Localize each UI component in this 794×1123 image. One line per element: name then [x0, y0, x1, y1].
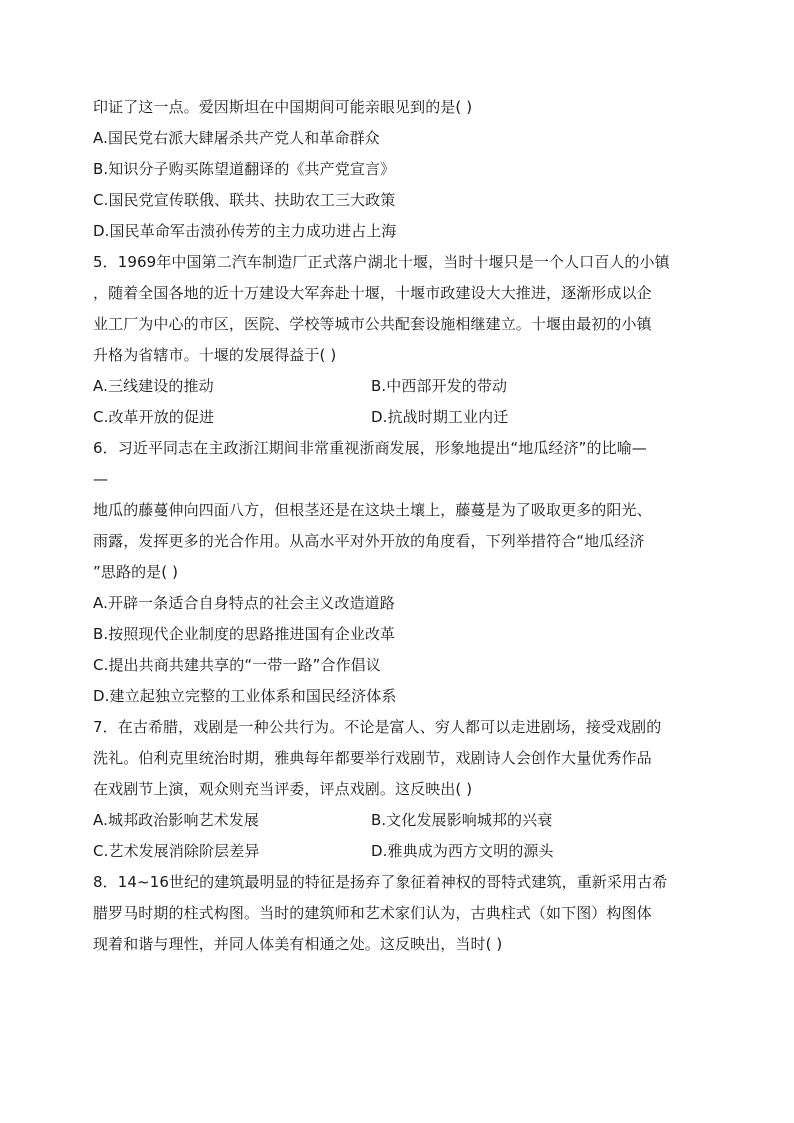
- option-b: B.中西部开发的带动: [371, 377, 508, 395]
- question-stem-line: 地瓜的藤蔓伸向四面八方，但根茎还是在这块土壤上，藤蔓是为了吸取更多的阳光、: [93, 501, 652, 519]
- question-stem-line: 腊罗马时期的柱式构图。当时的建筑师和艺术家们认为，古典柱式（如下图）构图体: [93, 904, 652, 922]
- question-stem-line: 雨露，发挥更多的光合作用。从高水平对外开放的角度看，下列举措符合“地瓜经济: [93, 532, 645, 550]
- question-stem-line: ，随着全国各地的近十万建设大军奔赴十堰，十堰市政建设大大推进，逐渐形成以企: [93, 284, 652, 302]
- question-stem-line: 5．1969年中国第二汽车制造厂正式落户湖北十堰，当时十堰只是一个人口百人的小镇: [93, 253, 670, 271]
- question-stem-line: 8．14~16世纪的建筑最明显的特征是扬弃了象征着神权的哥特式建筑，重新采用古希: [93, 873, 668, 891]
- question-stem-line: —: [93, 470, 109, 488]
- question-stem-line: 在戏剧节上演，观众则充当评委，评点戏剧。这反映出( ): [93, 780, 473, 798]
- option-a: A.开辟一条适合自身特点的社会主义改造道路: [93, 594, 395, 612]
- option-b: B.按照现代企业制度的思路推进国有企业改革: [93, 625, 396, 643]
- option-row: [93, 805, 702, 836]
- question-4: [93, 92, 702, 247]
- option-d: D.雅典成为西方文明的源头: [371, 842, 554, 860]
- question-7: [93, 712, 702, 867]
- option-b: B.文化发展影响城邦的兴衰: [371, 811, 553, 829]
- option-b: B.知识分子购买陈望道翻译的《共产党宣言》: [93, 160, 396, 178]
- question-6: [93, 433, 702, 712]
- option-a: A.国民党右派大肆屠杀共产党人和革命群众: [93, 129, 380, 147]
- option-d: D.国民革命军击溃孙传芳的主力成功进占上海: [93, 222, 397, 240]
- question-stem-line: 7．在古希腊，戏剧是一种公共行为。不论是富人、穷人都可以走进剧场，接受戏剧的: [93, 718, 662, 736]
- option-c: C.艺术发展消除阶层差异: [93, 842, 260, 860]
- question-5: [93, 247, 702, 433]
- option-row: [93, 836, 702, 867]
- question-8: [93, 867, 702, 960]
- question-stem-line: 现着和谐与理性，并同人体美有相通之处。这反映出，当时( ): [93, 935, 503, 953]
- option-a: A.城邦政治影响艺术发展: [93, 811, 259, 829]
- question-stem-line: ”思路的是( ): [93, 563, 179, 581]
- option-c: C.提出共商共建共享的“一带一路”合作倡议: [93, 656, 381, 674]
- option-row: [93, 371, 702, 402]
- option-a: A.三线建设的推动: [93, 377, 214, 395]
- option-d: D.建立起独立完整的工业体系和国民经济体系: [93, 687, 397, 705]
- option-c: C.改革开放的促进: [93, 408, 215, 426]
- question-stem-line: 升格为省辖市。十堰的发展得益于( ): [93, 346, 337, 364]
- question-stem-line: 印证了这一点。爱因斯坦在中国期间可能亲眼见到的是( ): [93, 98, 473, 116]
- option-d: D.抗战时期工业内迁: [371, 408, 509, 426]
- question-stem-line: 洗礼。伯利克里统治时期，雅典每年都要举行戏剧节，戏剧诗人会创作大量优秀作品: [93, 749, 652, 767]
- question-stem-line: 6．习近平同志在主政浙江期间非常重视浙商发展，形象地提出“地瓜经济”的比喻—: [93, 439, 647, 457]
- option-row: [93, 402, 702, 433]
- question-stem-line: 业工厂为中心的市区，医院、学校等城市公共配套设施相继建立。十堰由最初的小镇: [93, 315, 652, 333]
- option-c: C.国民党宣传联俄、联共、扶助农工三大政策: [93, 191, 396, 209]
